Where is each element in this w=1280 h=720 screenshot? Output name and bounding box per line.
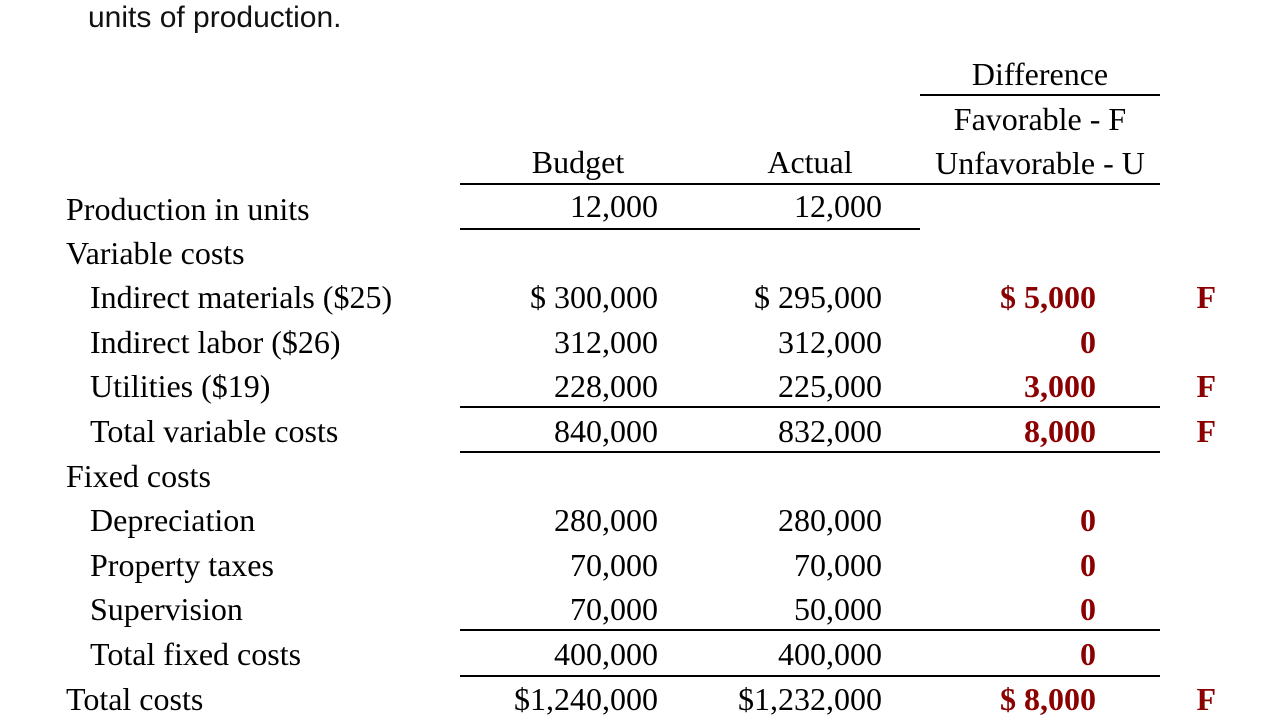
difference-flag: F <box>1196 681 1216 717</box>
variable-subtotal-rule <box>460 406 1160 408</box>
row-label: Indirect labor ($26) <box>90 324 341 360</box>
header-budget: Budget <box>531 144 625 180</box>
row-label: Utilities ($19) <box>90 368 271 404</box>
budget-value: 840,000 <box>554 413 658 449</box>
row-label: Supervision <box>90 591 243 627</box>
row-label: Indirect materials ($25) <box>90 279 393 315</box>
row-label: Production in units <box>66 191 310 227</box>
header-rule <box>460 183 1160 185</box>
row-label: Total costs <box>66 681 204 717</box>
header-difference-underline <box>920 94 1160 96</box>
difference-value: 0 <box>1080 591 1096 627</box>
budget-value: 70,000 <box>570 591 658 627</box>
intro-text: units of production. <box>88 1 342 34</box>
budget-value: 312,000 <box>554 324 658 360</box>
row-label: Total variable costs <box>90 413 339 449</box>
actual-value: 12,000 <box>794 188 882 224</box>
header-actual: Actual <box>767 144 853 180</box>
budget-value: 12,000 <box>570 188 658 224</box>
row-label: Depreciation <box>90 502 256 538</box>
actual-value: 50,000 <box>794 591 882 627</box>
difference-value: 8,000 <box>1024 413 1096 449</box>
header-favorable: Favorable - F <box>953 101 1127 137</box>
section-label: Fixed costs <box>66 458 211 494</box>
budget-value: $1,240,000 <box>514 681 658 717</box>
section-label: Variable costs <box>66 235 245 271</box>
difference-value: 0 <box>1080 502 1096 538</box>
actual-value: $ 295,000 <box>754 279 882 315</box>
actual-value: $1,232,000 <box>738 681 882 717</box>
actual-value: 225,000 <box>778 368 882 404</box>
budget-value: 400,000 <box>554 636 658 672</box>
header-unfavorable: Unfavorable - U <box>935 145 1145 181</box>
actual-value: 312,000 <box>778 324 882 360</box>
actual-value: 70,000 <box>794 547 882 583</box>
variable-total-rule <box>460 451 1160 453</box>
budget-value: $ 300,000 <box>530 279 658 315</box>
difference-flag: F <box>1196 368 1216 404</box>
budget-value: 228,000 <box>554 368 658 404</box>
fixed-total-rule <box>460 675 1160 677</box>
budget-value: 280,000 <box>554 502 658 538</box>
units-rule <box>460 228 920 230</box>
difference-flag: F <box>1196 413 1216 449</box>
header-difference: Difference <box>971 56 1109 92</box>
actual-value: 400,000 <box>778 636 882 672</box>
fixed-subtotal-rule <box>460 629 1160 631</box>
row-label: Total fixed costs <box>90 636 302 672</box>
difference-value: 0 <box>1080 547 1096 583</box>
difference-value: 3,000 <box>1024 368 1096 404</box>
difference-value: $ 5,000 <box>1000 279 1096 315</box>
difference-value: 0 <box>1080 324 1096 360</box>
actual-value: 280,000 <box>778 502 882 538</box>
difference-value: $ 8,000 <box>1000 681 1096 717</box>
budget-value: 70,000 <box>570 547 658 583</box>
actual-value: 832,000 <box>778 413 882 449</box>
difference-flag: F <box>1196 279 1216 315</box>
difference-value: 0 <box>1080 636 1096 672</box>
row-label: Property taxes <box>90 547 274 583</box>
